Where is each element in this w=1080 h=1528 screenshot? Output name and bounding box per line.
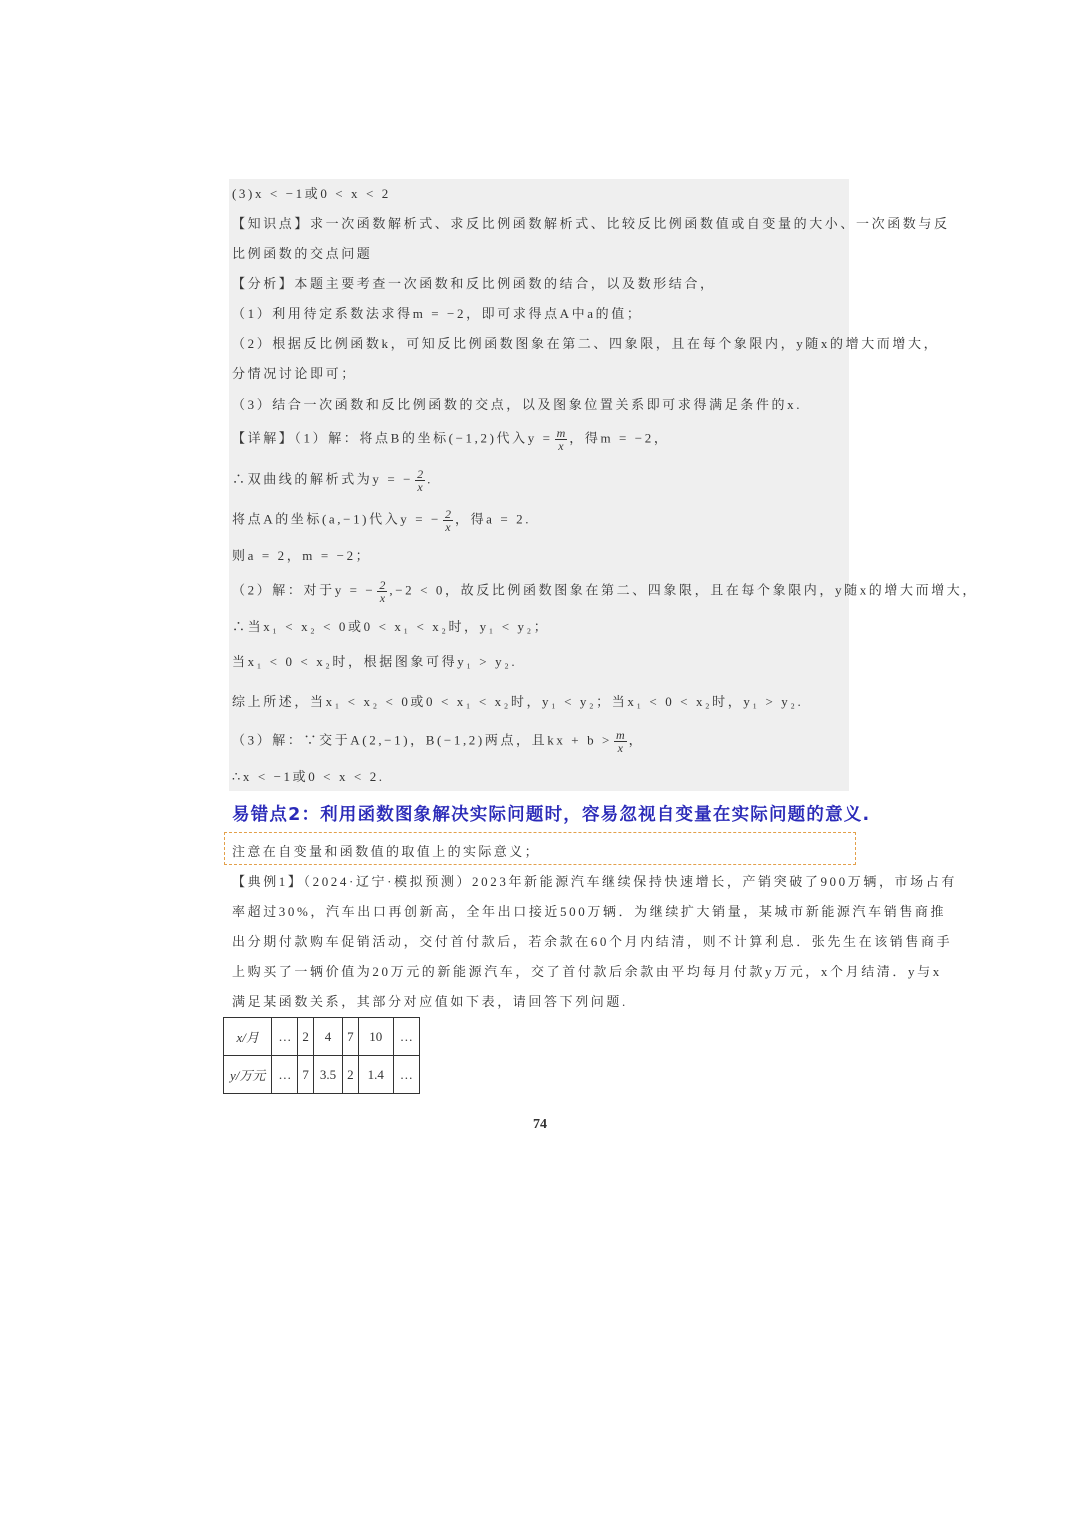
table-cell: 7 <box>343 1018 359 1056</box>
denominator: x <box>417 480 423 494</box>
detail-step-1 <box>232 427 669 452</box>
text: . <box>427 471 433 487</box>
table-cell: … <box>393 1056 419 1094</box>
table-cell: 3.5 <box>313 1056 342 1094</box>
example-text: 满足某函数关系，其部分对应值如下表，请回答下列问题. <box>232 994 628 1009</box>
text: ，得m = −2， <box>569 430 670 446</box>
detail-step-2 <box>232 579 978 604</box>
final-answer: ∴x < −1或0 < x < 2. <box>232 769 385 784</box>
table-cell: … <box>272 1056 298 1094</box>
example-text: 出分期付款购车促销活动，交付首付款后，若余款在60个月内结清，则不计算利息．张先生在该销售商手 <box>232 934 953 949</box>
detail-line <box>232 508 531 533</box>
analysis-step-2: （2）根据反比例函数k，可知反比例函数图象在第二、四象限，且在每个象限内，y随x的增大而增大， <box>232 336 940 351</box>
section-heading: 易错点2：利用函数图象解决实际问题时，容易忽视自变量在实际问题的意义. <box>232 805 871 825</box>
detail-line: ∴当x₁ < x₂ < 0或0 < x₁ < x₂时，y₁ < y₂； <box>232 619 550 634</box>
table-cell: 4 <box>313 1018 342 1056</box>
text: ,−2 < 0，故反比例函数图象在第二、四象限，且在每个象限内，y随x的增大而增大， <box>389 582 978 598</box>
denominator: x <box>617 741 623 755</box>
page-number: 74 <box>533 1117 547 1132</box>
fraction <box>377 579 387 604</box>
text: （2）解：对于y = − <box>232 582 376 598</box>
note-box <box>224 832 856 865</box>
table-cell: 7 <box>298 1056 314 1094</box>
numerator: m <box>556 426 566 440</box>
table-header-cell: y/万元 <box>224 1056 272 1094</box>
numerator: 2 <box>444 507 451 521</box>
value-table <box>223 1017 420 1094</box>
table-row <box>224 1018 420 1056</box>
table-cell: 2 <box>343 1056 359 1094</box>
example-text: 上购买了一辆价值为20万元的新能源汽车，交了首付款后余款由平均每月付款y万元，x个月结清．y与x <box>232 964 942 979</box>
detail-line <box>232 468 433 493</box>
table-cell: … <box>393 1018 419 1056</box>
detail-step-3 <box>232 729 644 754</box>
numerator: 2 <box>417 467 424 481</box>
denominator: x <box>445 520 451 534</box>
analysis-line: 【分析】本题主要考查一次函数和反比例函数的结合，以及数形结合， <box>232 276 716 291</box>
fraction <box>415 468 425 493</box>
text: ∴双曲线的解析式为y = − <box>232 471 414 487</box>
numerator: 2 <box>379 578 386 592</box>
text: ，得a = 2. <box>454 511 532 527</box>
denominator: x <box>558 439 564 453</box>
example-text: 【典例1】（2024·辽宁·模拟预测）2023年新能源汽车继续保持快速增长，产销突破了900万辆，市场占有 <box>232 874 957 889</box>
text: 【详解】（1）解：将点B的坐标(−1,2)代入y = <box>232 430 553 446</box>
text: 将点A的坐标(a,−1)代入y = − <box>232 511 441 527</box>
answer-line: (3)x < −1或0 < x < 2 <box>232 186 391 201</box>
table-row <box>224 1056 420 1094</box>
analysis-step-2-cont: 分情况讨论即可； <box>232 366 357 381</box>
denominator: x <box>379 591 386 605</box>
text: ， <box>628 732 645 748</box>
analysis-step-1: （1）利用待定系数法求得m = −2，即可求得点A中a的值； <box>232 306 643 321</box>
table-cell: … <box>272 1018 298 1056</box>
analysis-step-3: （3）结合一次函数和反比例函数的交点，以及图象位置关系即可求得满足条件的x. <box>232 397 803 412</box>
table-header-cell: x/月 <box>224 1018 272 1056</box>
table-cell: 10 <box>358 1018 393 1056</box>
knowledge-point-cont: 比例函数的交点问题 <box>232 246 373 261</box>
note-text: 注意在自变量和函数值的取值上的实际意义； <box>232 844 541 859</box>
detail-line: 则a = 2，m = −2； <box>232 548 372 563</box>
detail-line: 当x₁ < 0 < x₂时，根据图象可得y₁ > y₂. <box>232 654 518 669</box>
table-cell: 2 <box>298 1018 314 1056</box>
fraction <box>443 508 453 533</box>
knowledge-point: 【知识点】求一次函数解析式、求反比例函数解析式、比较反比例函数值或自变量的大小、一次函数与反 <box>232 216 950 231</box>
table-cell: 1.4 <box>358 1056 393 1094</box>
fraction <box>555 427 568 452</box>
detail-summary: 综上所述，当x₁ < x₂ < 0或0 < x₁ < x₂时，y₁ < y₂；当x₁ < 0 < x₂时，y₁ > y₂. <box>232 694 804 709</box>
fraction <box>614 729 627 754</box>
example-text: 率超过30%，汽车出口再创新高，全年出口接近500万辆．为继续扩大销量，某城市新能源汽车销售商推 <box>232 904 947 919</box>
numerator: m <box>615 728 625 742</box>
text: （3）解：∵交于A(2,−1)，B(−1,2)两点，且kx + b > <box>232 732 612 748</box>
